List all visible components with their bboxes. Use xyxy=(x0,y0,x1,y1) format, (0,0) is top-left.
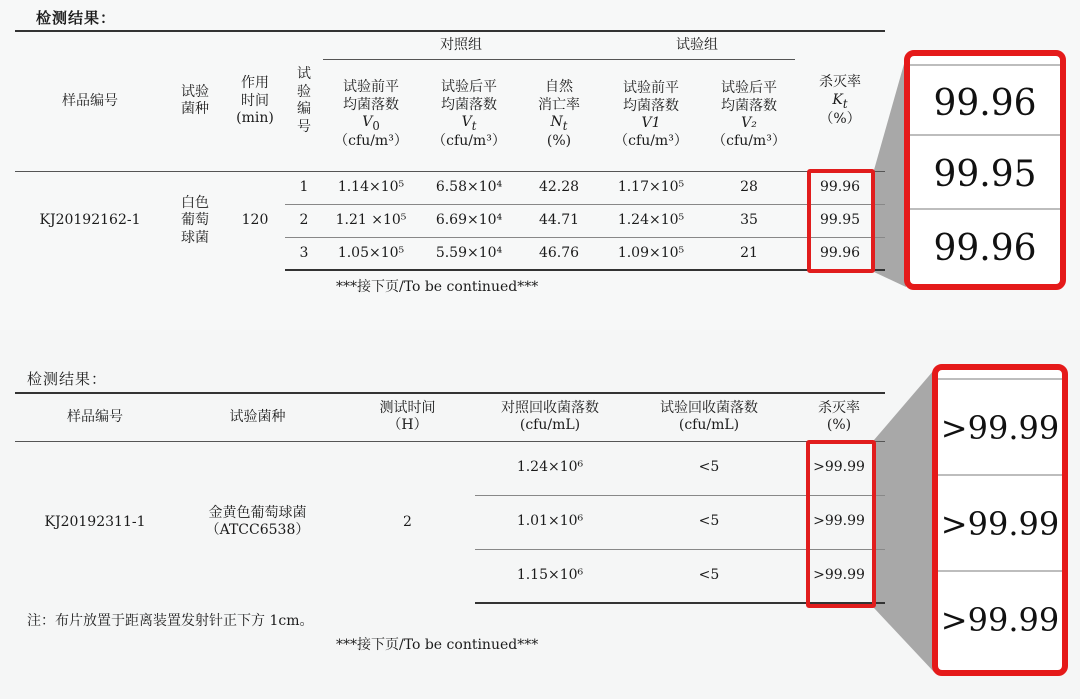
header-kill-rate: 杀灭率 $K_t$ （%） xyxy=(795,31,885,171)
zoom-panel-1 xyxy=(904,50,1066,290)
header-trial-no: 试 验 编 号 xyxy=(285,31,323,171)
kill-rate-cell: 99.96 xyxy=(795,171,885,204)
sample-id-cell: KJ20192311-1 xyxy=(44,513,146,530)
v1-cell: 1.24×10⁵ xyxy=(599,204,703,237)
vt-cell: 5.59×10⁴ xyxy=(419,237,519,270)
results-table-2 xyxy=(15,392,885,604)
control-count-cell: 1.01×10⁶ xyxy=(475,495,625,549)
v1-cell: 1.17×10⁵ xyxy=(599,171,703,204)
kill-rate-cell: 99.95 xyxy=(795,204,885,237)
zoom-rule xyxy=(938,570,1062,572)
zoom-rule xyxy=(910,134,1060,136)
section2-title: 检测结果： xyxy=(27,370,108,388)
v2-cell: 21 xyxy=(703,237,795,270)
nt-cell: 44.71 xyxy=(519,204,599,237)
zoom-value: >99.99 xyxy=(940,601,1060,639)
strain-cell: 金黄色葡萄球菌 （ATCC6538） xyxy=(205,504,310,539)
header-v0: 试验前平 均菌落数 $V_0$ （cfu/m³） xyxy=(334,79,408,150)
table-row xyxy=(15,171,885,204)
duration-cell: 120 xyxy=(225,171,285,270)
vt-cell: 6.58×10⁴ xyxy=(419,171,519,204)
zoom-rule xyxy=(910,208,1060,210)
zoom-rule xyxy=(938,474,1062,476)
zoom-value: >99.99 xyxy=(940,505,1060,543)
v0-cell: 1.05×10⁵ xyxy=(323,237,419,270)
test-count-cell: <5 xyxy=(625,441,793,495)
zoom-value: 99.96 xyxy=(933,227,1037,269)
highlight-box-kill-rate-1 xyxy=(807,169,875,273)
kill-rate-cell: >99.99 xyxy=(793,495,885,549)
vt-cell: 6.69×10⁴ xyxy=(419,204,519,237)
zoom-rule xyxy=(938,378,1062,380)
control-count-cell: 1.15×10⁶ xyxy=(475,549,625,603)
header-test-count: 试验回收菌落数 (cfu/mL) xyxy=(625,393,793,441)
header-v1: 试验前平 均菌落数 V1 （cfu/m³） xyxy=(614,80,688,149)
v1-cell: 1.09×10⁵ xyxy=(599,237,703,270)
header-sample-id: 样品编号 xyxy=(15,393,175,441)
header-control-count: 对照回收菌落数 (cfu/mL) xyxy=(475,393,625,441)
header-control-group: 对照组 xyxy=(323,31,599,59)
header-strain: 试验菌种 xyxy=(175,393,340,441)
zoom-rule xyxy=(910,64,1060,66)
zoom-value: 99.96 xyxy=(933,82,1037,124)
footnote: 注：布片放置于距离装置发射针正下方 1cm。 xyxy=(27,613,314,629)
header-vt: 试验后平 均菌落数 $V_t$ （cfu/m³） xyxy=(432,79,506,150)
header-strain: 试验 菌种 xyxy=(165,31,225,171)
kill-rate-cell: >99.99 xyxy=(793,549,885,603)
trial-no-cell: 2 xyxy=(285,204,323,237)
v0-cell: 1.14×10⁵ xyxy=(323,171,419,204)
nt-cell: 42.28 xyxy=(519,171,599,204)
header-kill-rate: 杀灭率 (%) xyxy=(793,393,885,441)
zoom-value: >99.99 xyxy=(940,409,1060,447)
header-test-group: 试验组 xyxy=(599,31,795,59)
trial-no-cell: 3 xyxy=(285,237,323,270)
continued-note-2: ***接下页/To be continued*** xyxy=(336,637,539,653)
v2-cell: 28 xyxy=(703,171,795,204)
v0-cell: 1.21 ×10⁵ xyxy=(323,204,419,237)
results-table-1 xyxy=(15,30,885,271)
strain-cell: 白色 葡萄 球菌 xyxy=(165,171,225,270)
header-test-time: 测试时间 （H） xyxy=(340,393,475,441)
zoom-value: 99.95 xyxy=(933,153,1037,195)
control-count-cell: 1.24×10⁶ xyxy=(475,441,625,495)
header-nt: 自然 消亡率 $N_t$ (%) xyxy=(538,79,580,150)
section1-title: 检测结果： xyxy=(36,9,117,27)
header-v2: 试验后平 均菌落数 V₂ （cfu/m³） xyxy=(712,80,786,149)
continued-note-1: ***接下页/To be continued*** xyxy=(336,279,539,295)
zoom-panel-2 xyxy=(932,364,1068,676)
header-sample-id: 样品编号 xyxy=(15,31,165,171)
table-row xyxy=(15,441,885,495)
test-count-cell: <5 xyxy=(625,495,793,549)
v2-cell: 35 xyxy=(703,204,795,237)
highlight-box-kill-rate-2 xyxy=(806,440,876,608)
sample-id-cell: KJ20192162-1 xyxy=(15,171,165,270)
trial-no-cell: 1 xyxy=(285,171,323,204)
test-time-cell: 2 xyxy=(403,513,412,530)
nt-cell: 46.76 xyxy=(519,237,599,270)
kill-rate-cell: >99.99 xyxy=(793,441,885,495)
kill-rate-cell: 99.96 xyxy=(795,237,885,270)
header-duration: 作用 时间 (min) xyxy=(225,31,285,171)
test-count-cell: <5 xyxy=(625,549,793,603)
